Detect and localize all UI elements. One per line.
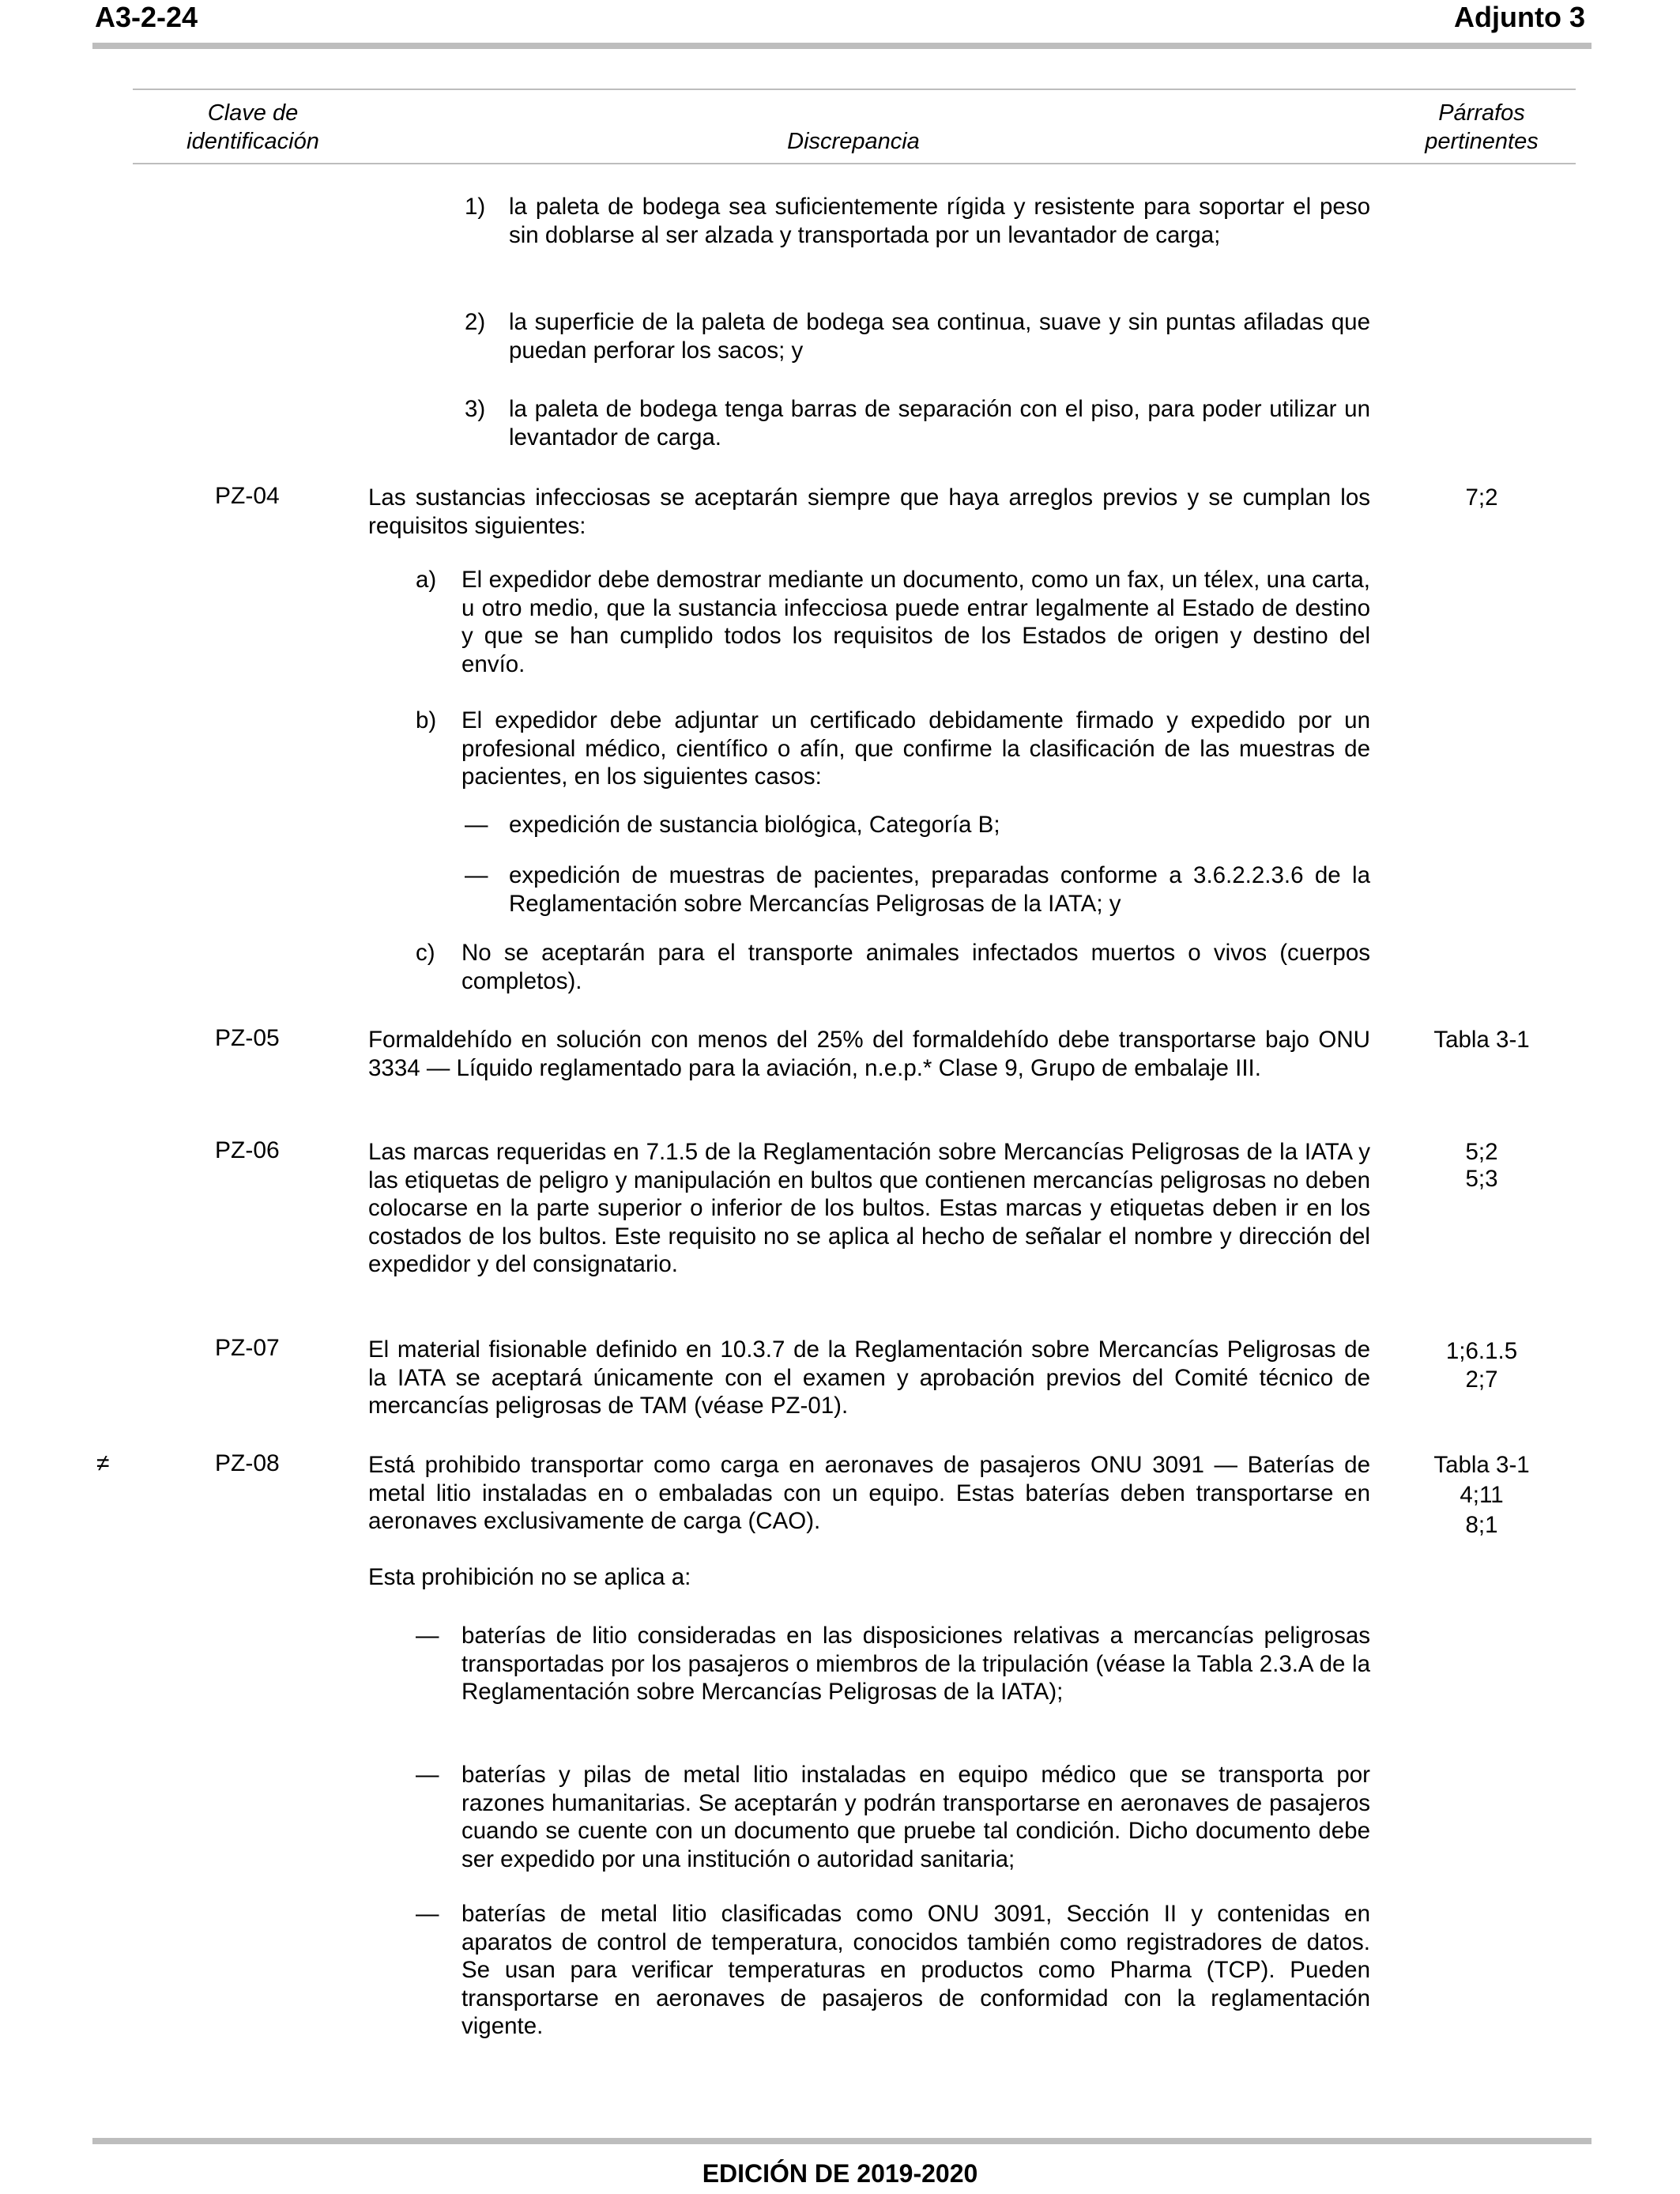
discrepancy-intro: Las sustancias infecciosas se aceptarán siempre que haya arreglos previos y se cumplan los requisitos siguientes: <box>368 484 1370 539</box>
header-rule <box>92 43 1591 49</box>
footer-rule <box>92 2138 1591 2144</box>
table-top-rule <box>133 89 1576 90</box>
list-item-text: la paleta de bodega sea suficientemente rígida y resistente para soportar el peso sin doblarse al ser alzada y transportada por un levantador de carga; <box>509 194 1370 248</box>
list-item-label: 1) <box>465 194 486 220</box>
list-item-text: la paleta de bodega tenga barras de separación con el piso, para poder utilizar un levantador de carga. <box>509 396 1370 450</box>
dash-label: — <box>416 1901 439 1927</box>
discrepancy-text: Las marcas requeridas en 7.1.5 de la Reglamentación sobre Mercancías Peligrosas de la IATA y las etiquetas de peligro y manipulación en bultos que contienen mercancías peligrosas no deben colocarse en la parte superior o inferior de los bultos. Estas marcas y etiquetas deben ir en los costados de los bultos. Este requisito no se aplica al hecho de señalar el nombre y dirección del expedidor y del consignatario. <box>368 1139 1370 1277</box>
dash-text: baterías y pilas de metal litio instaladas en equipo médico que se transporta por razones humanitarias. Se aceptarán y podrán transportarse en aeronaves de pasajeros cuando se cuente con un documento que pruebe tal condición. Dicho documento debe ser expedido por una institución o autoridad sanitaria; <box>461 1762 1370 1872</box>
dash-text: expedición de sustancia biológica, Categoría B; <box>509 812 1000 838</box>
reference: 7;2 <box>1465 484 1498 511</box>
reference: 4;11 <box>1460 1482 1504 1508</box>
dash-label: — <box>465 812 488 838</box>
dash-label: — <box>465 862 488 888</box>
column-header-refs <box>1407 99 1557 156</box>
column-header-key <box>158 99 348 156</box>
exception-intro: Esta prohibición no se aplica a: <box>368 1564 691 1590</box>
discrepancy-key: PZ-04 <box>215 483 280 509</box>
edition-footer: EDICIÓN DE 2019-2020 <box>702 2159 978 2188</box>
column-header-discrepancy: Discrepancia <box>787 129 920 154</box>
list-item-text: El expedidor debe adjuntar un certificado debidamente firmado y expedido por un profesional médico, científico o afín, que confirme la clasificación de las muestras de pacientes, en los siguientes casos: <box>461 707 1370 790</box>
discrepancy-key: PZ-05 <box>215 1025 280 1051</box>
dash-text: baterías de litio consideradas en las disposiciones relativas a mercancías peligrosas transportadas por los pasajeros o miembros de la tripulación (véase la Tabla 2.3.A de la Reglamentación sobre Mercancías Peligrosas de la IATA); <box>461 1623 1370 1705</box>
list-item-label: 2) <box>465 309 486 335</box>
list-item-text: la superficie de la paleta de bodega sea continua, suave y sin puntas afiladas que puedan perforar los sacos; y <box>509 309 1370 364</box>
list-item-label: 3) <box>465 396 486 422</box>
reference: 1;6.1.5 <box>1445 1338 1518 1364</box>
reference: 5;2 <box>1465 1139 1498 1165</box>
list-item-label: a) <box>416 567 437 593</box>
discrepancy-key: PZ-08 <box>215 1450 280 1476</box>
page-number: A3-2-24 <box>95 1 198 33</box>
list-item-text: El expedidor debe demostrar mediante un documento, como un fax, un télex, una carta, u otro medio, que la sustancia infecciosa puede entrar legalmente al Estado de destino y que se han cumplido todos los requisitos de los Estados de origen y destino del envío. <box>461 567 1370 677</box>
reference: 5;3 <box>1465 1166 1498 1192</box>
list-item-label: b) <box>416 707 437 733</box>
column-header-key-line2: identificación <box>186 129 319 154</box>
annex-title: Adjunto 3 <box>1454 1 1585 33</box>
reference: Tabla 3-1 <box>1433 1452 1530 1478</box>
discrepancy-key: PZ-06 <box>215 1137 280 1163</box>
column-header-refs-line1: Párrafos <box>1438 100 1525 126</box>
change-mark: ≠ <box>96 1450 110 1476</box>
discrepancy-text: Está prohibido transportar como carga en aeronaves de pasajeros ONU 3091 — Baterías de metal litio instaladas en o embaladas con un equipo. Estas baterías deben transportarse en aeronaves exclusivamente de carga (CAO). <box>368 1452 1370 1534</box>
column-header-refs-line2: pertinentes <box>1425 129 1539 154</box>
table-header-rule <box>133 163 1576 164</box>
reference: 2;7 <box>1465 1367 1498 1393</box>
column-header-key-line1: Clave de <box>207 100 299 126</box>
list-item-label: c) <box>416 940 435 966</box>
discrepancy-text: El material fisionable definido en 10.3.7 de la Reglamentación sobre Mercancías Peligrosas de la IATA se aceptará únicamente con el examen y aprobación previos del Comité técnico de mercancías peligrosas de TAM (véase PZ-01). <box>368 1336 1370 1419</box>
dash-label: — <box>416 1762 439 1788</box>
discrepancy-key: PZ-07 <box>215 1335 280 1361</box>
dash-text: expedición de muestras de pacientes, preparadas conforme a 3.6.2.2.3.6 de la Reglamentación sobre Mercancías Peligrosas de la IATA; y <box>509 862 1370 917</box>
dash-label: — <box>416 1623 439 1649</box>
reference: 8;1 <box>1465 1512 1498 1538</box>
discrepancy-text: Formaldehído en solución con menos del 25% del formaldehído debe transportarse bajo ONU 3334 — Líquido reglamentado para la aviación, n.e.p.* Clase 9, Grupo de embalaje III. <box>368 1027 1370 1081</box>
list-item-text: No se aceptarán para el transporte animales infectados muertos o vivos (cuerpos completos). <box>461 940 1370 994</box>
dash-text: baterías de metal litio clasificadas como ONU 3091, Sección II y contenidas en aparatos de control de temperatura, conocidos también como registradores de datos. Se usan para verificar temperaturas en productos como Pharma (TCP). Pueden transportarse en aeronaves de pasajeros de conformidad con la reglamentación vigente. <box>461 1901 1370 2039</box>
reference: Tabla 3-1 <box>1433 1027 1530 1053</box>
